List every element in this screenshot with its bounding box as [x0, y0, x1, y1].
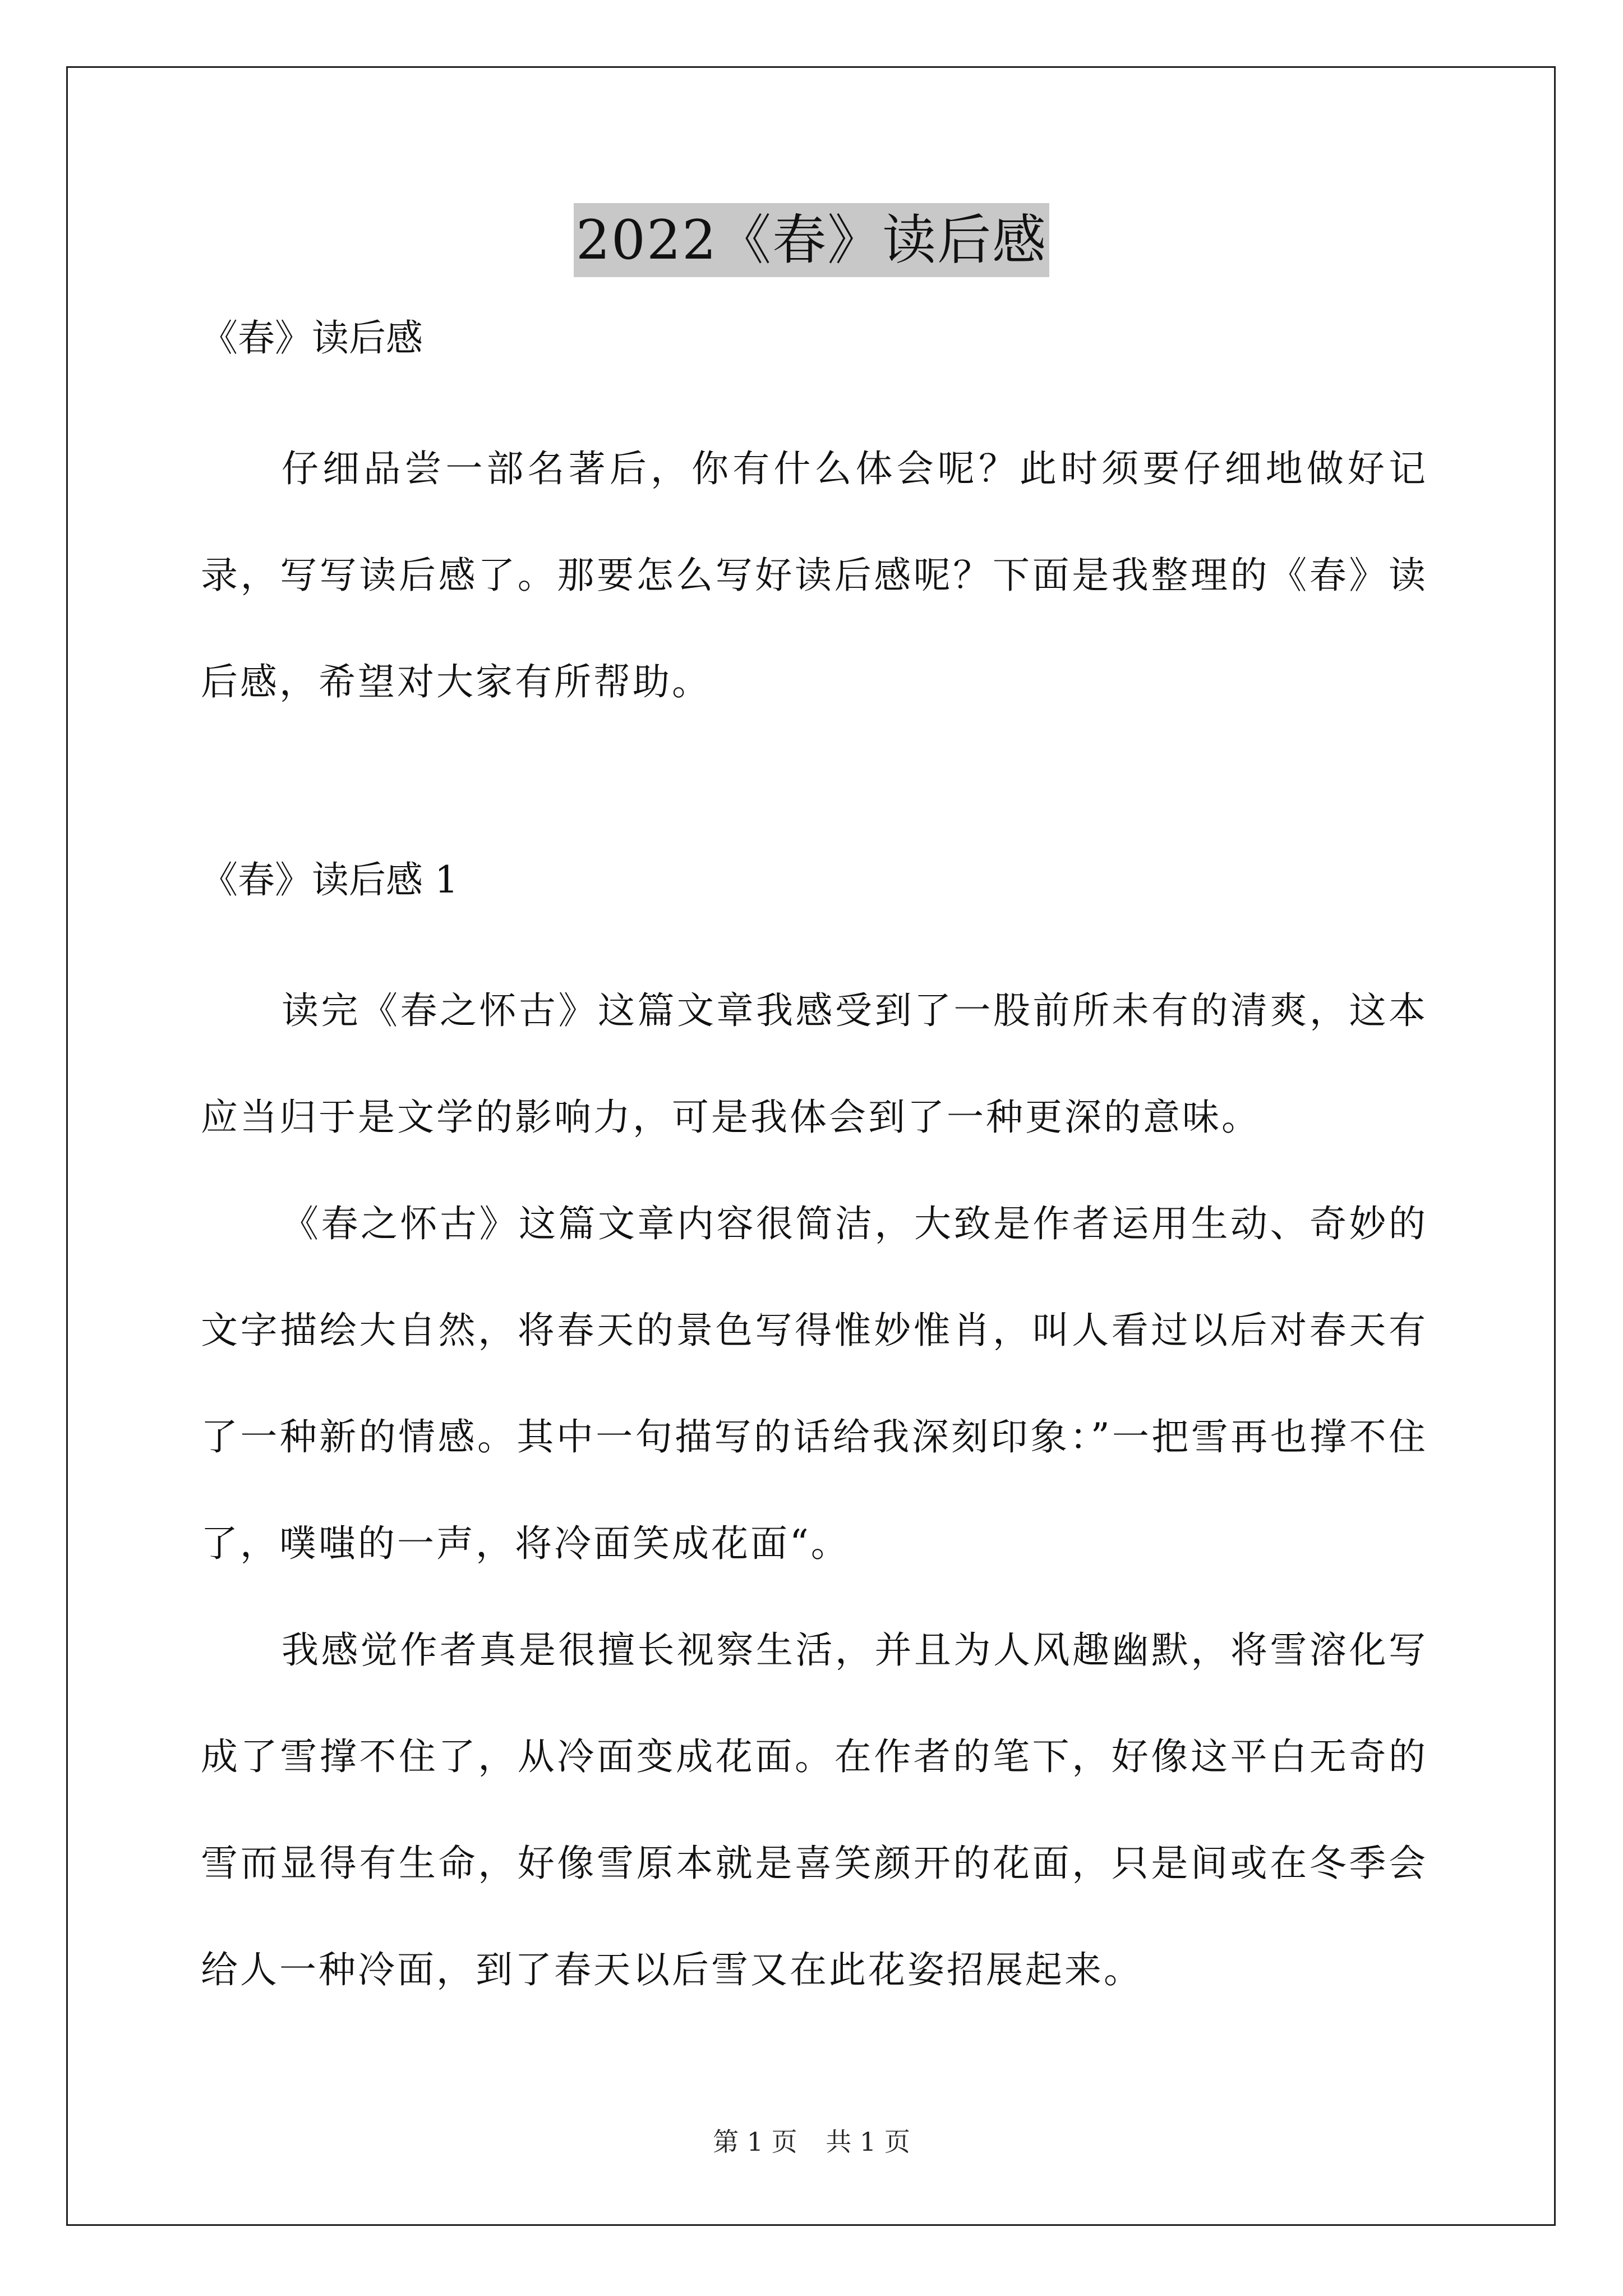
intro-heading: 《春》读后感 — [201, 316, 423, 360]
intro-paragraph: 仔细品尝一部名著后，你有什么体会呢？此时须要仔细地做好记录，写写读后感了。那要怎么写好读后感呢？下面是我整理的《春》读后感，希望对大家有所帮助。 — [201, 447, 1428, 703]
document-title: 2022《春》读后感 — [574, 203, 1049, 277]
page-number: 第 1 页 — [713, 2127, 797, 2157]
page-total: 共 1 页 — [826, 2127, 910, 2157]
body-paragraph: 我感觉作者真是很擅长视察生活，并且为人风趣幽默，将雪溶化写成了雪撑不住了，从冷面变成花面。在作者的笔下，好像这平白无奇的雪而显得有生命，好像雪原本就是喜笑颜开的花面，只是间或在冬季会给人一种冷面，到了春天以后雪又在此花姿招展起来。 — [201, 1628, 1428, 1991]
title-container — [0, 203, 1623, 277]
body-paragraph: 读完《春之怀古》这篇文章我感受到了一股前所未有的清爽，这本应当归于是文学的影响力，可是我体会到了一种更深的意味。 — [201, 989, 1428, 1139]
body-paragraph: 《春之怀古》这篇文章内容很简洁，大致是作者运用生动、奇妙的文字描绘大自然，将春天的景色写得惟妙惟肖，叫人看过以后对春天有了一种新的情感。其中一句描写的话给我深刻印象：”一把雪再也撑不住了，噗嗤的一声，将冷面笑成花面“。 — [201, 1202, 1428, 1565]
section-heading: 《春》读后感 1 — [201, 858, 458, 901]
page-footer — [0, 2125, 1623, 2159]
document-body — [201, 311, 1428, 2023]
